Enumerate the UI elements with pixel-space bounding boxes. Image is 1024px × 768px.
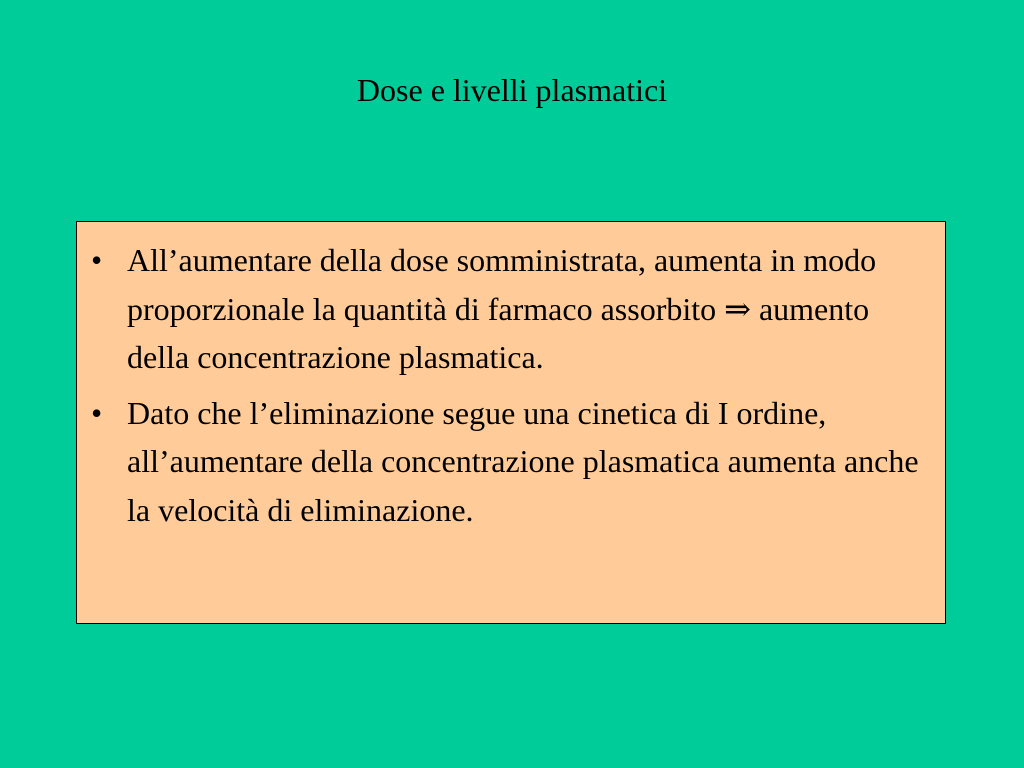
bullet-icon: •: [91, 394, 103, 431]
bullet-item: [77, 236, 925, 382]
bullet-text: Dato che l’eliminazione segue una cinetica di I ordine, all’aumentare della concentrazione plasmatica aumenta anche la velocità di eliminazione.: [127, 394, 919, 528]
slide-title: Dose e livelli plasmatici: [356, 72, 668, 108]
bullet-icon: •: [91, 242, 103, 278]
bullet-item: [77, 389, 925, 535]
content-box: [76, 221, 946, 624]
bullet-list: [77, 222, 945, 534]
bullet-text: All’aumentare della dose somministrata, aumenta in modo proporzionale la quantità di farmaco assorbito ⇒ aumento della concentrazione plasmatica.: [127, 242, 877, 375]
